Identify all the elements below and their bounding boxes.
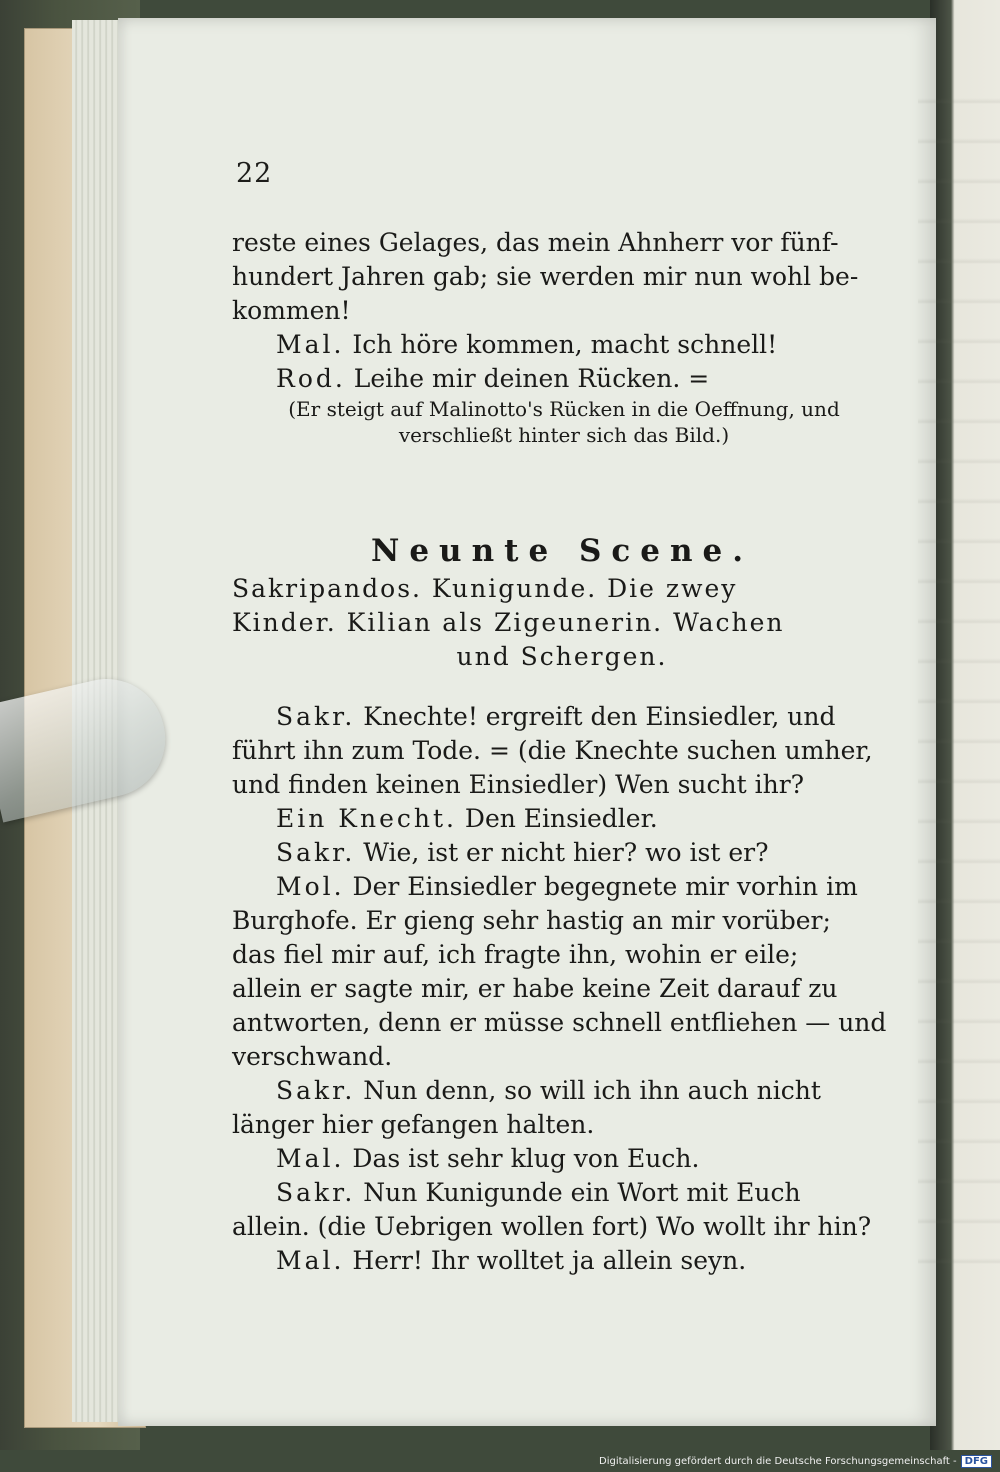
text-line: und finden keinen Einsiedler) Wen sucht ihr? [232,770,805,799]
speech-text: Der Einsiedler begegnete mir vorhin im [352,872,858,901]
cast-list-line: Sakripandos. Kunigunde. Die zwey [232,574,738,603]
text-line: länger hier gefangen halten. [232,1110,595,1139]
speech-text: Knechte! ergreift den Einsiedler, und [363,702,836,731]
speech [232,1244,892,1278]
text-line: verschwand. [232,1042,393,1071]
speaker-name: Rod. [276,364,346,393]
speaker-name: Mal. [276,1246,345,1275]
speaker-name: Sakr. [276,1076,356,1105]
speech [232,1142,892,1176]
text-line: kommen! [232,296,351,325]
speech [232,1074,892,1108]
speech-text: Den Einsiedler. [464,804,658,833]
speech [232,870,892,904]
text-line: das fiel mir auf, ich fragte ihn, wohin er eile; [232,940,799,969]
cast-list-line: Kinder. Kilian als Zigeunerin. Wachen [232,608,785,637]
page-number: 22 [236,158,273,189]
text-line: allein. (die Uebrigen wollen fort) Wo wollt ihr hin? [232,1212,872,1241]
speaker-name: Mal. [276,330,345,359]
text-line: reste eines Gelages, das mein Ahnherr vor fünf- [232,228,839,257]
text-line: hundert Jahren gab; sie werden mir nun wohl be- [232,262,859,291]
text-line: allein er sagte mir, er habe keine Zeit darauf zu [232,974,838,1003]
speech [232,836,892,870]
scene-title: Neunte Scene. [370,533,753,569]
speaker-name: Sakr. [276,702,356,731]
speech-text: Ich höre kommen, macht schnell! [352,330,778,359]
speaker-name: Mol. [276,872,345,901]
page-text [232,226,892,1278]
speech-text: Nun Kunigunde ein Wort mit Euch [363,1178,801,1207]
speech-text: Das ist sehr klug von Euch. [352,1144,700,1173]
speaker-name: Mal. [276,1144,345,1173]
speaker-name: Sakr. [276,838,356,867]
speech [232,1176,892,1210]
dfg-logo: DFG [961,1455,992,1468]
speech [232,362,892,396]
text-line: antworten, denn er müsse schnell entfliehen — und [232,1008,887,1037]
speech-text: Nun denn, so will ich ihn auch nicht [363,1076,821,1105]
speech [232,802,892,836]
show-through-text [918,98,1000,1298]
speech-text: Leihe mir deinen Rücken. = [353,364,710,393]
stage-direction: verschließt hinter sich das Bild.) [398,423,730,447]
text-line: führt ihn zum Tode. = (die Knechte suchen umher, [232,736,873,765]
credit-text: Digitalisierung gefördert durch die Deutsche Forschungsgemeinschaft - [599,1456,957,1467]
cast-list-line: und Schergen. [456,642,668,671]
speech [232,700,892,734]
digitization-credit [599,1455,992,1468]
speech-text: Wie, ist er nicht hier? wo ist er? [363,838,769,867]
speaker-name: Ein Knecht. [276,804,457,833]
text-line: Burghofe. Er gieng sehr hastig an mir vorüber; [232,906,831,935]
speech [232,328,892,362]
stage-direction: (Er steigt auf Malinotto's Rücken in die Oeffnung, und [288,397,840,421]
speech-text: Herr! Ihr wolltet ja allein seyn. [352,1246,747,1275]
speaker-name: Sakr. [276,1178,356,1207]
